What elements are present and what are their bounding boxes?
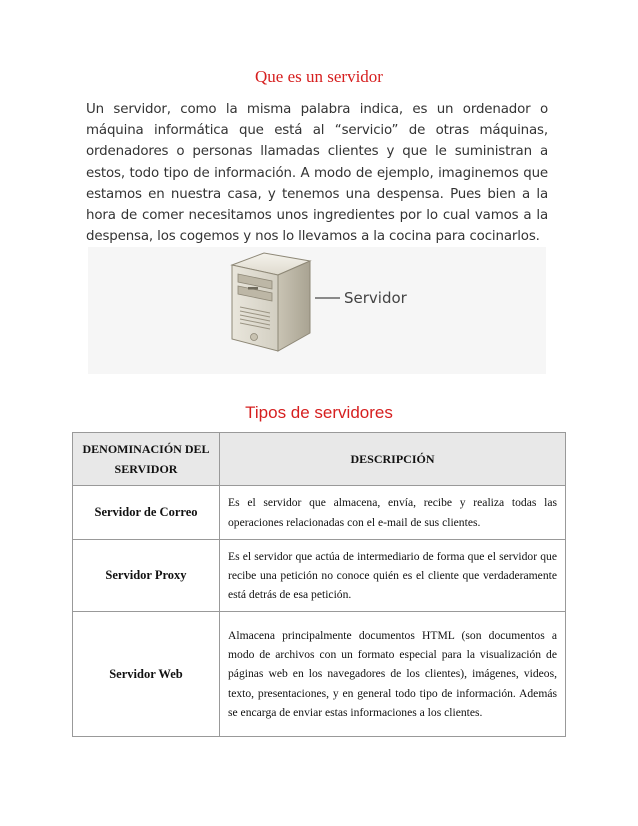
server-tower-icon [88,247,546,374]
server-description: Es el servidor que almacena, envía, recibe y realiza todas las operaciones relacionadas con el e-mail de sus clientes. [220,486,566,540]
server-name: Servidor Proxy [73,540,220,612]
server-name: Servidor de Correo [73,486,220,540]
server-figure [88,247,546,374]
page-title: Que es un servidor [255,67,383,86]
table-row [73,486,566,540]
table-row [73,612,566,737]
server-description: Es el servidor que actúa de intermediario de forma que el servidor que recibe una petición no conoce quién es el cliente que verdaderamente está detrás de esa petición. [220,540,566,612]
intro-paragraph: Un servidor, como la misma palabra indica, es un ordenador o máquina informática que está al “servicio” de otras máquinas, ordenadores o personas llamadas clientes y que le suministran a estos, todo tipo de información. A modo de ejemplo, imaginemos que estamos en nuestra casa, y tenemos una despensa. Pues bien a la hora de comer necesitamos unos ingredientes por lo cual vamos a la despensa, los cogemos y nos lo llevamos a la cocina para cocinarlos. [86,102,548,245]
header-name: DENOMINACIÓN DEL SERVIDOR [73,433,220,486]
server-description: Almacena principalmente documentos HTML (son documentos a modo de archivos con un formato especial para la visualización de páginas web en los navegadores de los clientes), imágenes, videos, texto, presentaciones, y en general todo tipo de información. Además se encarga de enviar estas informaciones a los clientes. [220,612,566,737]
server-caption: Servidor [344,289,407,307]
server-name: Servidor Web [73,612,220,737]
table-header-row [73,433,566,486]
table-row [73,540,566,612]
header-description: DESCRIPCIÓN [220,433,566,486]
section-title: Tipos de servidores [245,403,393,422]
server-types-table [72,432,566,737]
